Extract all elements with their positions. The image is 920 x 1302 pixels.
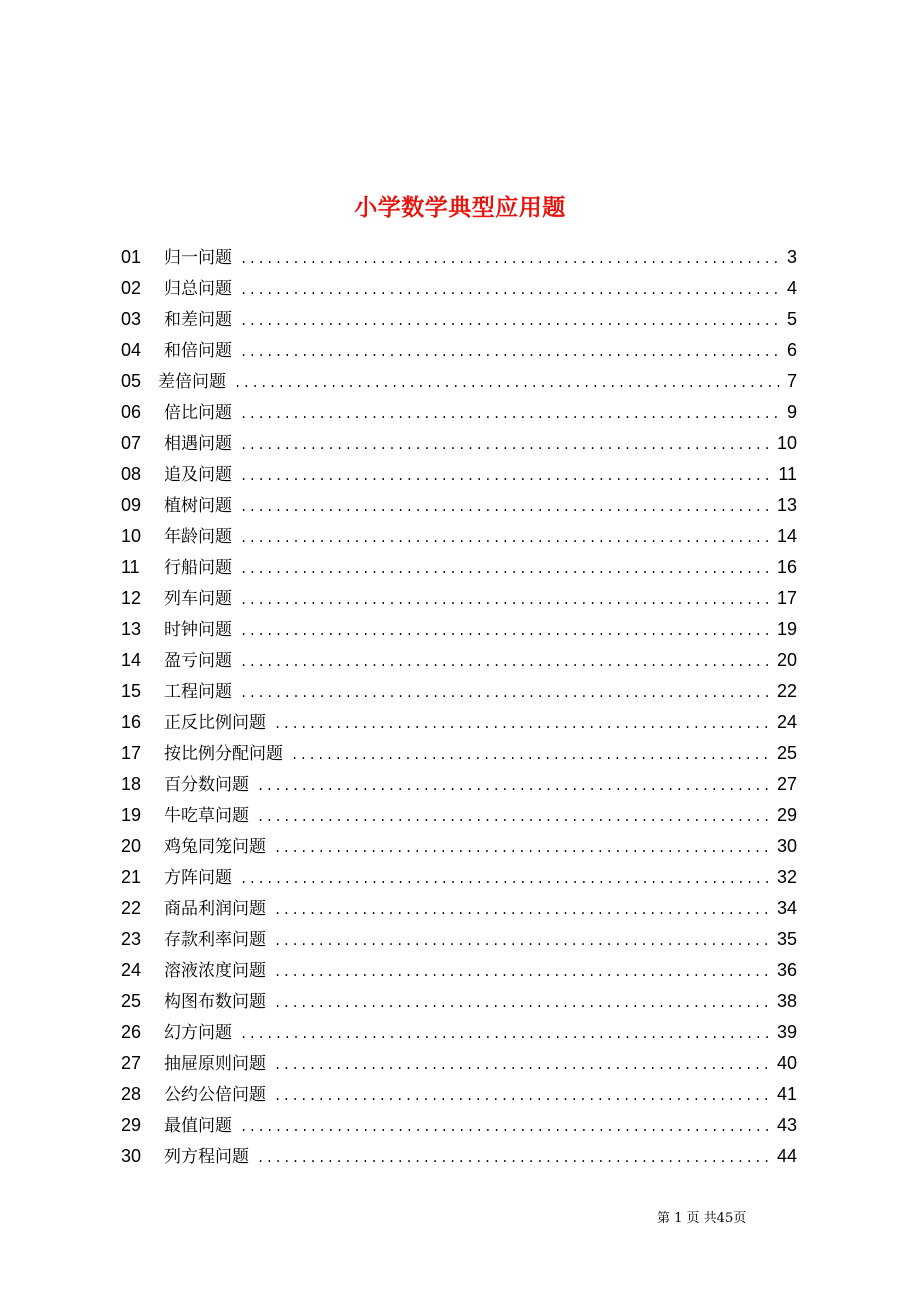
toc-leader-dots xyxy=(240,1112,773,1143)
toc-entry[interactable] xyxy=(121,800,797,831)
toc-entry-label: 列方程问题 xyxy=(164,1147,249,1167)
toc-entry-page: 35 xyxy=(776,929,797,949)
toc-entry-page: 13 xyxy=(776,495,797,515)
toc-entry[interactable] xyxy=(121,459,797,490)
toc-entry[interactable] xyxy=(121,304,797,335)
toc-entry-number: 05 xyxy=(121,371,142,391)
toc-entry[interactable] xyxy=(121,862,797,893)
toc-leader-dots xyxy=(274,957,773,988)
toc-entry-label: 行船问题 xyxy=(164,558,232,578)
toc-entry-label: 盈亏问题 xyxy=(164,651,232,671)
toc-entry-label: 归总问题 xyxy=(164,279,232,299)
toc-leader-dots xyxy=(240,461,774,492)
table-of-contents xyxy=(121,242,797,1172)
toc-entry-label: 牛吃草问题 xyxy=(164,806,249,826)
toc-leader-dots xyxy=(234,368,783,399)
toc-entry-number: 30 xyxy=(121,1146,142,1166)
toc-entry-page: 41 xyxy=(776,1084,797,1104)
toc-entry-label: 归一问题 xyxy=(164,248,232,268)
toc-entry[interactable] xyxy=(121,645,797,676)
toc-leader-dots xyxy=(274,988,773,1019)
page-title: 小学数学典型应用题 xyxy=(354,194,566,222)
toc-leader-dots xyxy=(274,833,773,864)
toc-entry-number: 21 xyxy=(121,867,142,887)
toc-leader-dots xyxy=(240,275,783,306)
toc-entry-label: 鸡兔同笼问题 xyxy=(164,837,266,857)
toc-entry-page: 34 xyxy=(776,898,797,918)
toc-leader-dots xyxy=(240,244,783,275)
toc-entry-label: 和差问题 xyxy=(164,310,232,330)
toc-entry[interactable] xyxy=(121,521,797,552)
toc-entry-label: 最值问题 xyxy=(164,1116,232,1136)
toc-entry[interactable] xyxy=(121,738,797,769)
toc-entry-number: 01 xyxy=(121,247,142,267)
toc-entry-label: 追及问题 xyxy=(164,465,232,485)
toc-entry[interactable] xyxy=(121,1141,797,1172)
toc-entry[interactable] xyxy=(121,490,797,521)
toc-entry-label: 和倍问题 xyxy=(164,341,232,361)
toc-entry-number: 10 xyxy=(121,526,142,546)
toc-leader-dots xyxy=(240,554,773,585)
toc-entry-number: 28 xyxy=(121,1084,142,1104)
toc-entry-number: 29 xyxy=(121,1115,142,1135)
toc-entry[interactable] xyxy=(121,583,797,614)
toc-entry-number: 09 xyxy=(121,495,142,515)
toc-entry-number: 22 xyxy=(121,898,142,918)
toc-entry-label: 幻方问题 xyxy=(164,1023,232,1043)
toc-entry-label: 差倍问题 xyxy=(158,372,226,392)
toc-leader-dots xyxy=(240,523,773,554)
toc-entry[interactable] xyxy=(121,273,797,304)
toc-leader-dots xyxy=(240,678,773,709)
toc-leader-dots xyxy=(240,585,773,616)
toc-entry-page: 25 xyxy=(776,743,797,763)
toc-entry[interactable] xyxy=(121,428,797,459)
toc-entry[interactable] xyxy=(121,242,797,273)
toc-entry[interactable] xyxy=(121,1017,797,1048)
toc-entry-number: 25 xyxy=(121,991,142,1011)
toc-entry-label: 存款利率问题 xyxy=(164,930,266,950)
toc-leader-dots xyxy=(240,647,773,678)
toc-entry-page: 36 xyxy=(776,960,797,980)
toc-entry-label: 溶液浓度问题 xyxy=(164,961,266,981)
toc-entry-label: 百分数问题 xyxy=(164,775,249,795)
toc-leader-dots xyxy=(274,1050,773,1081)
toc-entry-number: 04 xyxy=(121,340,142,360)
toc-leader-dots xyxy=(240,492,773,523)
toc-leader-dots xyxy=(274,1081,773,1112)
toc-entry-page: 40 xyxy=(776,1053,797,1073)
toc-entry-page: 6 xyxy=(786,340,797,360)
toc-leader-dots xyxy=(257,802,773,833)
toc-entry[interactable] xyxy=(121,986,797,1017)
toc-entry-number: 13 xyxy=(121,619,142,639)
toc-entry-number: 08 xyxy=(121,464,142,484)
toc-entry-number: 17 xyxy=(121,743,142,763)
toc-entry-number: 07 xyxy=(121,433,142,453)
toc-entry-number: 02 xyxy=(121,278,142,298)
toc-entry-label: 年龄问题 xyxy=(164,527,232,547)
toc-entry-number: 06 xyxy=(121,402,142,422)
toc-entry-page: 38 xyxy=(776,991,797,1011)
page-footer: 第 1 页 共45页 xyxy=(657,1211,747,1226)
toc-entry-label: 植树问题 xyxy=(164,496,232,516)
toc-entry-page: 14 xyxy=(776,526,797,546)
toc-entry-page: 3 xyxy=(786,247,797,267)
toc-entry[interactable] xyxy=(121,955,797,986)
toc-entry-page: 17 xyxy=(776,588,797,608)
toc-entry-number: 24 xyxy=(121,960,142,980)
toc-entry-page: 11 xyxy=(778,464,797,484)
toc-leader-dots xyxy=(240,616,773,647)
toc-entry-page: 4 xyxy=(786,278,797,298)
toc-entry-number: 03 xyxy=(121,309,142,329)
toc-entry[interactable] xyxy=(121,1048,797,1079)
toc-entry[interactable] xyxy=(121,335,797,366)
toc-entry[interactable] xyxy=(121,924,797,955)
toc-entry-label: 方阵问题 xyxy=(164,868,232,888)
toc-entry-number: 26 xyxy=(121,1022,142,1042)
toc-entry[interactable] xyxy=(121,1110,797,1141)
toc-entry-page: 22 xyxy=(776,681,797,701)
toc-entry[interactable] xyxy=(121,1079,797,1110)
toc-entry-number: 14 xyxy=(121,650,142,670)
toc-entry[interactable] xyxy=(121,614,797,645)
toc-entry-number: 15 xyxy=(121,681,142,701)
toc-leader-dots xyxy=(257,771,773,802)
toc-entry-page: 32 xyxy=(776,867,797,887)
toc-entry[interactable] xyxy=(121,707,797,738)
toc-entry-number: 20 xyxy=(121,836,142,856)
toc-leader-dots xyxy=(240,430,773,461)
toc-entry-page: 20 xyxy=(776,650,797,670)
toc-entry-number: 12 xyxy=(121,588,142,608)
toc-leader-dots xyxy=(240,864,773,895)
toc-entry[interactable] xyxy=(121,769,797,800)
toc-entry-number: 19 xyxy=(121,805,142,825)
toc-leader-dots xyxy=(240,306,783,337)
toc-entry-label: 时钟问题 xyxy=(164,620,232,640)
toc-leader-dots xyxy=(274,895,773,926)
toc-entry-label: 列车问题 xyxy=(164,589,232,609)
toc-entry-page: 10 xyxy=(776,433,797,453)
toc-entry-number: 18 xyxy=(121,774,142,794)
toc-entry[interactable] xyxy=(121,893,797,924)
toc-entry-label: 商品利润问题 xyxy=(164,899,266,919)
toc-entry[interactable] xyxy=(121,831,797,862)
toc-entry-page: 9 xyxy=(786,402,797,422)
toc-entry-page: 19 xyxy=(776,619,797,639)
toc-entry-label: 构图布数问题 xyxy=(164,992,266,1012)
toc-entry-label: 正反比例问题 xyxy=(164,713,266,733)
toc-entry-page: 5 xyxy=(786,309,797,329)
toc-entry-number: 11 xyxy=(121,557,140,577)
toc-leader-dots xyxy=(257,1143,773,1174)
toc-entry-label: 按比例分配问题 xyxy=(164,744,283,764)
toc-leader-dots xyxy=(274,709,773,740)
toc-leader-dots xyxy=(240,399,783,430)
toc-entry-page: 27 xyxy=(776,774,797,794)
toc-entry-page: 29 xyxy=(776,805,797,825)
toc-entry-label: 倍比问题 xyxy=(164,403,232,423)
toc-leader-dots xyxy=(291,740,773,771)
toc-entry[interactable] xyxy=(121,366,797,397)
toc-leader-dots xyxy=(274,926,773,957)
toc-entry-label: 抽屉原则问题 xyxy=(164,1054,266,1074)
toc-entry-number: 23 xyxy=(121,929,142,949)
toc-entry-number: 27 xyxy=(121,1053,142,1073)
toc-leader-dots xyxy=(240,337,783,368)
toc-entry-page: 39 xyxy=(776,1022,797,1042)
toc-entry-page: 24 xyxy=(776,712,797,732)
toc-entry-page: 44 xyxy=(776,1146,797,1166)
toc-entry-label: 公约公倍问题 xyxy=(164,1085,266,1105)
toc-entry-label: 相遇问题 xyxy=(164,434,232,454)
toc-entry[interactable] xyxy=(121,552,797,583)
toc-entry[interactable] xyxy=(121,676,797,707)
toc-entry-page: 7 xyxy=(786,371,797,391)
toc-entry-page: 30 xyxy=(776,836,797,856)
toc-entry-number: 16 xyxy=(121,712,142,732)
toc-entry-page: 43 xyxy=(776,1115,797,1135)
toc-entry[interactable] xyxy=(121,397,797,428)
toc-leader-dots xyxy=(240,1019,773,1050)
toc-entry-label: 工程问题 xyxy=(164,682,232,702)
toc-entry-page: 16 xyxy=(776,557,797,577)
